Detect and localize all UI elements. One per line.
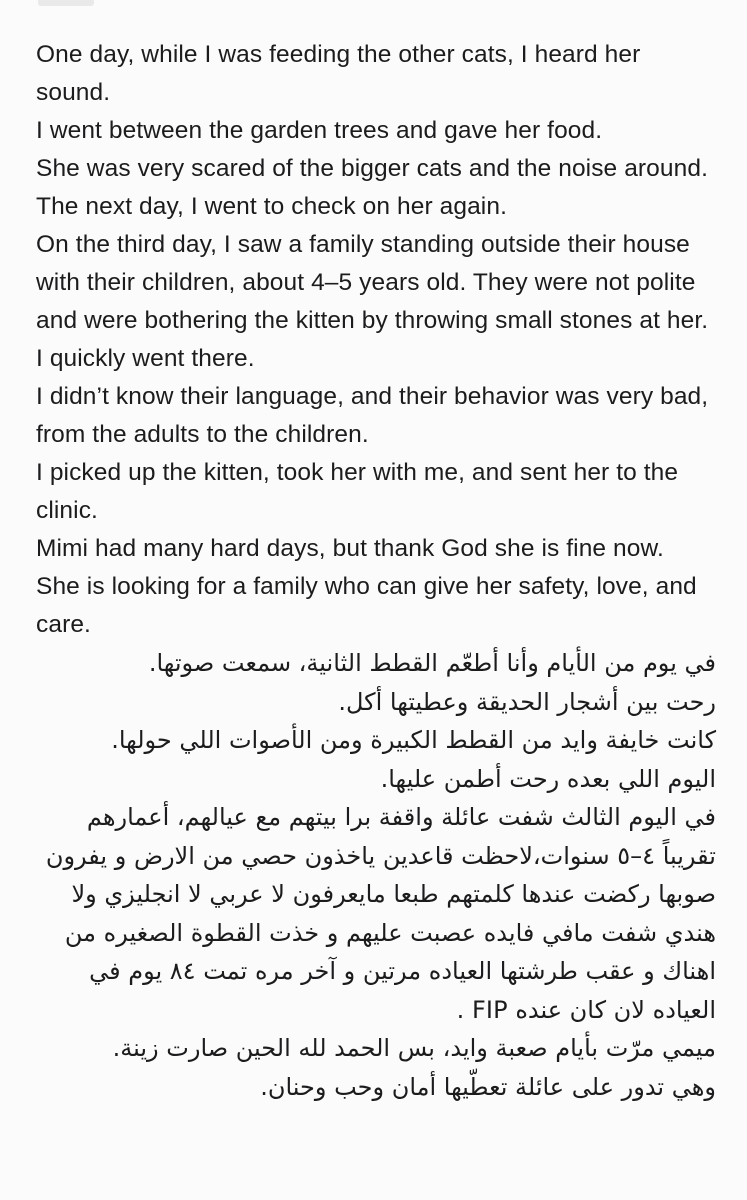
english-paragraph: She is looking for a family who can give her safety, love, and care. (36, 573, 697, 638)
arabic-paragraph: رحت بين أشجار الحديقة وعطيتها أكل. (338, 687, 716, 716)
arabic-paragraph: كانت خايفة وايد من القطط الكبيرة ومن الأصوات اللي حولها. (111, 726, 716, 754)
arabic-text-block (36, 644, 716, 1106)
arabic-paragraph: في اليوم الثالث شفت عائلة واقفة برا بيتهم مع عيالهم، أعمارهم تقريباً ٤–٥ سنوات،لاحظت قاعدين ياخذون حصي من الارض و يفرون صوبها ركضت عندها كلمتهم طبعا مايعرفون لا عربي لا انجليزي ولا هندي شفت مافي فايده عصبت عليهم و خذت القطوة الصغيره من اهناك و عقب طرشتها العياده مرتين و آخر مره تمت ٨٤ يوم في العياده لان كان عنده FIP . (45, 803, 716, 1024)
english-paragraph: The next day, I went to check on her again. (36, 193, 507, 220)
arabic-paragraph: اليوم اللي بعده رحت أطمن عليها. (380, 764, 716, 793)
english-paragraph: Mimi had many hard days, but thank God she is fine now. (36, 535, 664, 562)
english-text-block (36, 36, 716, 644)
english-paragraph: She was very scared of the bigger cats and the noise around. (36, 155, 708, 182)
english-paragraph: On the third day, I saw a family standing outside their house with their children, about 4–5 years old. They were not polite and were bothering the kitten by throwing small stones at her. I quickly went there. (36, 231, 709, 372)
arabic-paragraph: وهي تدور على عائلة تعطّيها أمان وحب وحنان. (260, 1072, 716, 1101)
arabic-paragraph: ميمي مرّت بأيام صعبة وايد، بس الحمد لله الحين صارت زينة. (112, 1034, 716, 1062)
english-paragraph: I didn’t know their language, and their behavior was very bad, from the adults to the children. (36, 383, 709, 448)
note-body (36, 36, 716, 1106)
arabic-paragraph: في يوم من الأيام وأنا أطعّم القطط الثانية، سمعت صوتها. (148, 649, 716, 677)
english-paragraph: I picked up the kitten, took her with me, and sent her to the clinic. (36, 459, 679, 524)
english-paragraph: One day, while I was feeding the other cats, I heard her sound. (36, 41, 641, 106)
top-edge-fragment (38, 0, 94, 6)
english-paragraph: I went between the garden trees and gave her food. (36, 117, 603, 144)
